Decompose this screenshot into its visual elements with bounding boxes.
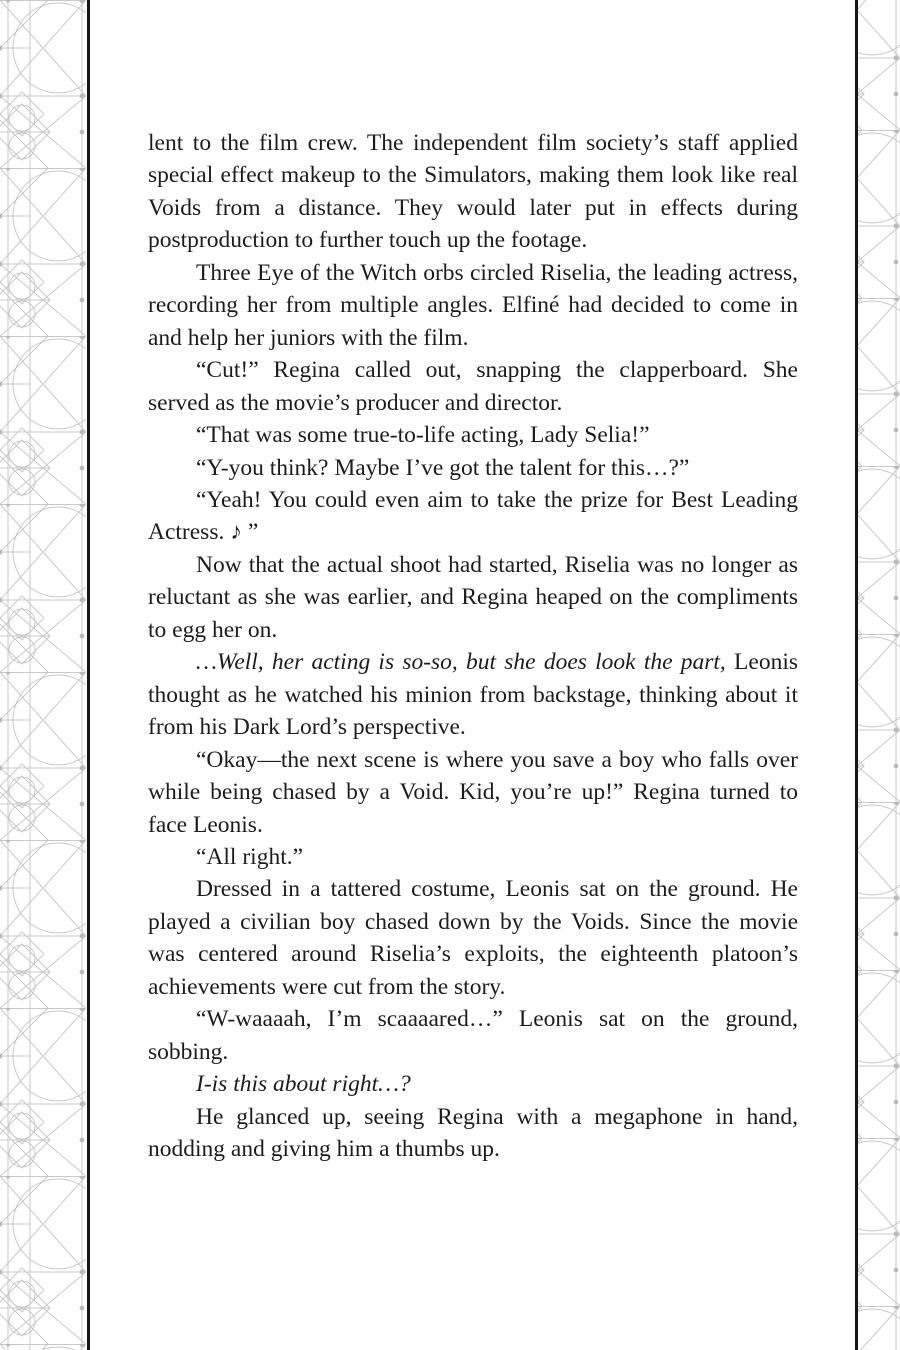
paragraph: [148, 1101, 798, 1166]
body-text: [148, 127, 798, 1166]
paragraph: [148, 646, 798, 743]
paragraph: [148, 257, 798, 354]
paragraph: [148, 354, 798, 419]
paragraph: [148, 484, 798, 549]
geometric-pattern-icon: [0, 0, 86, 1350]
paragraph: [148, 841, 798, 873]
text-segment: He glanced up, seeing Regina with a megaphone in hand, nodding and giving him a thumbs up.: [148, 1103, 798, 1163]
text-segment: Dressed in a tattered costume, Leonis sat on the ground. He played a civilian boy chased down by the Voids. Since the movie was centered around Riselia’s exploits, the eighteenth platoon’s achievements were cut from the story.: [148, 876, 798, 1000]
italic-text-segment: …Well, her acting is so-so, but she does look the part,: [196, 649, 726, 676]
paragraph: [148, 419, 798, 451]
paragraph: [148, 744, 798, 841]
paragraph: [148, 1068, 798, 1100]
left-ornament-border: [0, 0, 86, 1350]
text-segment: “W-waaaah, I’m scaaaared…” Leonis sat on the ground, sobbing.: [148, 1006, 798, 1065]
paragraph: [148, 549, 798, 646]
paragraph: [148, 1003, 798, 1068]
text-segment: “Okay—the next scene is where you save a boy who falls over while being chased by a Void. Kid, you’re up!” Regina turned to face Leonis.: [148, 746, 798, 838]
text-segment: “Yeah! You could even aim to take the prize for Best Leading Actress. ♪ ”: [148, 486, 798, 546]
paragraph: [148, 873, 798, 1003]
text-segment: Now that the actual shoot had started, Riselia was no longer as reluctant as she was earlier, and Regina heaped on the compliments to egg her on.: [148, 551, 798, 643]
text-segment: “All right.”: [196, 843, 304, 870]
text-segment: “Y-you think? Maybe I’ve got the talent for this…?”: [196, 454, 690, 481]
text-segment: Leonis thought as he watched his minion from backstage, thinking about it from his Dark Lord’s perspective.: [148, 649, 798, 741]
paragraph: [148, 127, 798, 257]
text-segment: Three Eye of the Witch orbs circled Riselia, the leading actress, recording her from multiple angles. Elfiné had decided to come in and help her juniors with the film.: [148, 259, 798, 351]
paragraph: [148, 452, 798, 484]
italic-text-segment: I-is this about right…?: [196, 1071, 411, 1098]
text-segment: “That was some true-to-life acting, Lady Selia!”: [196, 422, 650, 449]
right-ornament-border: [858, 0, 900, 1350]
text-segment: “Cut!” Regina called out, snapping the clapperboard. She served as the movie’s producer and director.: [148, 357, 798, 416]
left-page-rule: [87, 0, 90, 1350]
geometric-pattern-icon: [858, 0, 900, 1350]
text-segment: lent to the film crew. The independent film society’s staff applied special effect makeup to the Simulators, making them look like real Voids from a distance. They would later put in effects during postproduction to further touch up the footage.: [148, 130, 798, 254]
